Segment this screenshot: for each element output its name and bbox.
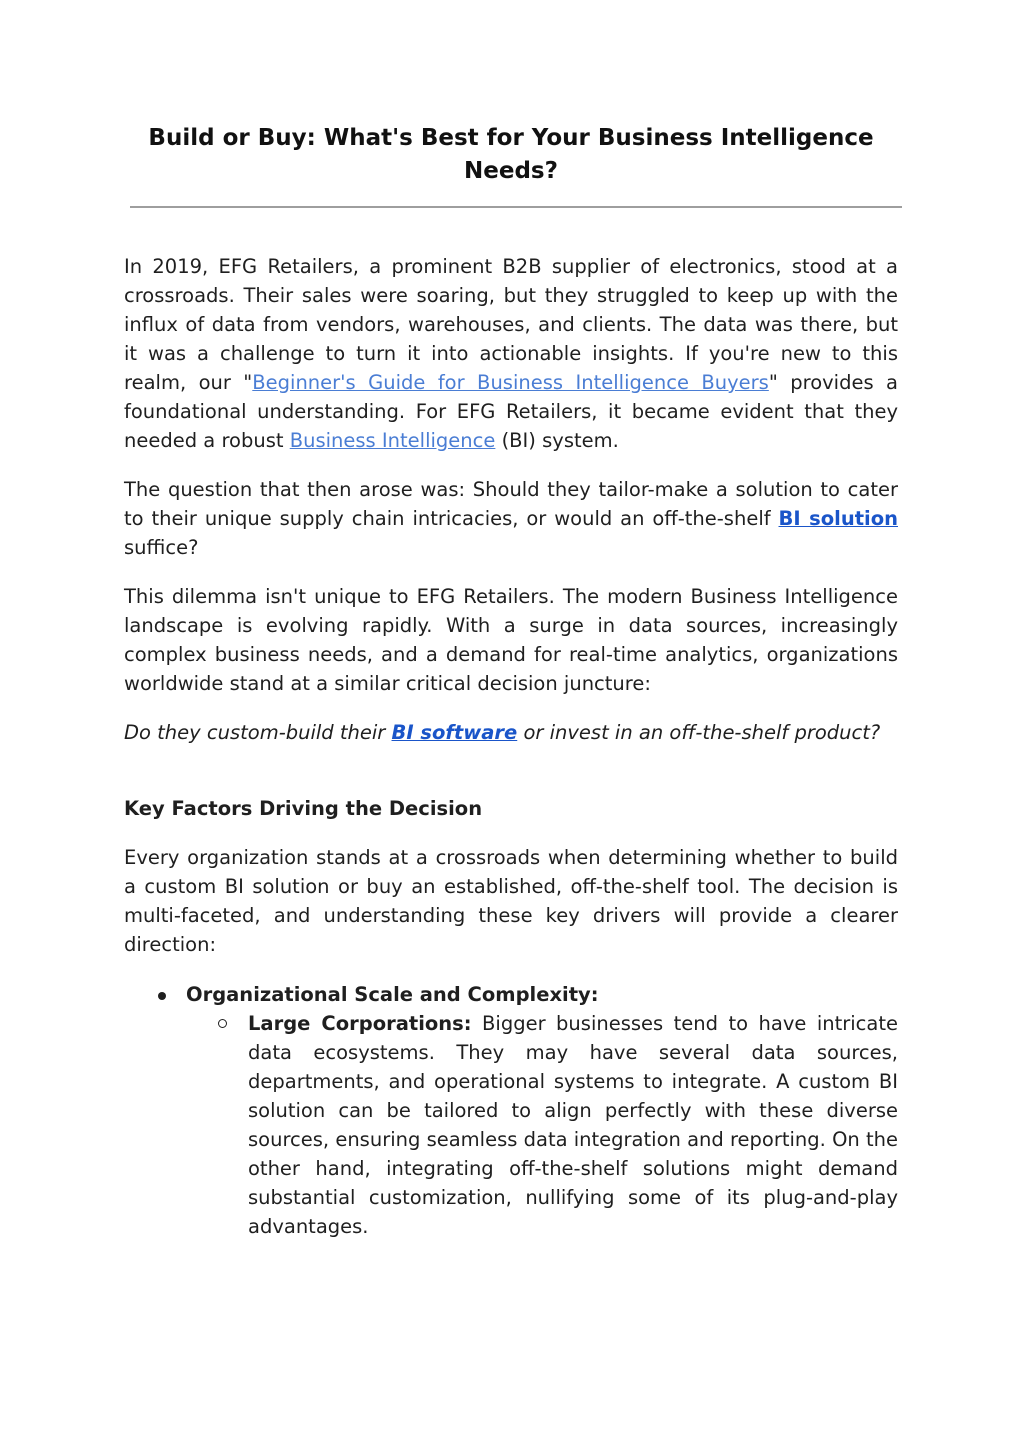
sub-list: [186, 1009, 898, 1241]
page-title: Build or Buy: What's Best for Your Business Intelligence Needs?: [148, 125, 874, 184]
document-page: [124, 122, 898, 1241]
hollow-bullet-icon: [218, 1019, 227, 1028]
sub-item-text: [248, 1009, 898, 1241]
sub-item-body: Bigger businesses tend to have intricate data ecosystems. They may have several data sources, departments, and operational systems to integrate. A custom BI solution can be tailored to align perfectly with these diverse sources, ensuring seamless data integration and reporting. On the other hand, integrating off-the-shelf solutions might demand substantial customization, nullifying some of its plug-and-play advantages.: [248, 1012, 898, 1238]
intro-text-2: " provides a foundational understanding. For EFG Retailers, it became evident that they needed a robust: [124, 371, 898, 452]
italic-text-1: Do they custom-build their: [124, 721, 392, 744]
bullet-icon: [158, 992, 166, 1000]
italic-question-paragraph: [124, 718, 898, 747]
title-divider: [130, 206, 902, 208]
bullet-label: Organizational Scale and Complexity:: [186, 983, 599, 1006]
italic-text-2: or invest in an off-the-shelf product?: [517, 721, 881, 744]
factors-paragraph: Every organization stands at a crossroads when determining whether to build a custom BI solution or buy an established, off-the-shelf tool. The decision is multi-faceted, and understanding these key drivers will provide a clearer direction:: [124, 846, 898, 956]
factors-list: [124, 980, 898, 1241]
beginners-guide-link[interactable]: Beginner's Guide for Business Intelligence Buyers: [252, 371, 769, 394]
intro-paragraph: [124, 252, 898, 455]
question-paragraph: [124, 475, 898, 562]
list-item: [124, 980, 898, 1241]
bi-solution-link[interactable]: BI solution: [778, 507, 898, 530]
sub-item-label: Large Corporations:: [248, 1012, 472, 1035]
sub-list-item: [186, 1009, 898, 1241]
question-text-1: The question that then arose was: Should they tailor-make a solution to cater to their unique supply chain intricacies, or would an off-the-shelf: [124, 478, 898, 530]
bi-software-link[interactable]: BI software: [391, 721, 518, 744]
dilemma-paragraph: This dilemma isn't unique to EFG Retailers. The modern Business Intelligence landscape is evolving rapidly. With a surge in data sources, increasingly complex business needs, and a demand for real-time analytics, organizations worldwide stand at a similar critical decision juncture:: [124, 585, 898, 695]
section-heading: Key Factors Driving the Decision: [124, 797, 483, 820]
intro-text-1: In 2019, EFG Retailers, a prominent B2B supplier of electronics, stood at a crossroads. Their sales were soaring, but they struggled to keep up with the influx of data from vendors, warehouses, and clients. The data was there, but it was a challenge to turn it into actionable insights. If you're new to this realm, our ": [124, 255, 898, 394]
question-text-2: suffice?: [124, 536, 199, 559]
intro-text-3: (BI) system.: [495, 429, 619, 452]
business-intelligence-link[interactable]: Business Intelligence: [289, 429, 496, 452]
